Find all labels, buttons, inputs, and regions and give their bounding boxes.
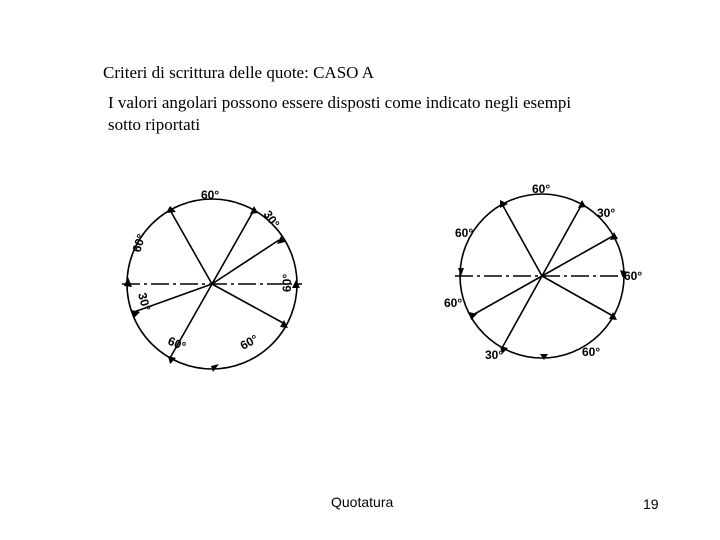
figure-b-arrowhead bbox=[578, 200, 586, 208]
figure-a-arrowhead bbox=[211, 364, 219, 372]
figure-b-radius bbox=[502, 204, 542, 276]
figure-a-radius bbox=[212, 240, 279, 284]
figure-b-label: 30° bbox=[485, 348, 504, 362]
figure-a-radius bbox=[212, 210, 254, 284]
page-number: 19 bbox=[643, 496, 659, 512]
figure-a-label: 60° bbox=[165, 333, 188, 354]
figure-a-arrowhead bbox=[250, 206, 258, 214]
figure-a-radius bbox=[170, 210, 212, 284]
slide-title: Criteri di scrittura delle quote: CASO A bbox=[103, 63, 375, 82]
figure-a bbox=[122, 188, 302, 374]
figure-b-arrowhead bbox=[540, 354, 548, 360]
figure-b-label: 60° bbox=[582, 345, 601, 359]
figure-a-radius bbox=[212, 284, 285, 324]
slide-footer: Quotatura bbox=[331, 494, 394, 510]
figure-a-label: 30° bbox=[260, 207, 283, 231]
figure-a-label: 60° bbox=[280, 273, 294, 292]
description-line-1: I valori angolari possono essere disposti come indicato negli esempi bbox=[108, 93, 572, 112]
figure-b-arrowhead bbox=[458, 268, 464, 276]
figure-a-label: 60° bbox=[201, 188, 220, 202]
figure-a-label: 60° bbox=[237, 331, 261, 353]
figure-b-label: 60° bbox=[624, 269, 643, 283]
figure-b-label: 60° bbox=[455, 226, 474, 240]
figure-a-label: 30° bbox=[135, 291, 154, 313]
figure-b-label: 60° bbox=[532, 182, 551, 196]
figure-b bbox=[444, 182, 642, 362]
figure-a-label: 60° bbox=[129, 232, 149, 254]
figure-a-arrowhead bbox=[124, 277, 132, 287]
figure-b-radius bbox=[542, 276, 613, 316]
figure-b-label: 60° bbox=[444, 296, 463, 310]
description-line-2: sotto riportati bbox=[108, 115, 201, 134]
figure-b-label: 30° bbox=[597, 206, 616, 220]
